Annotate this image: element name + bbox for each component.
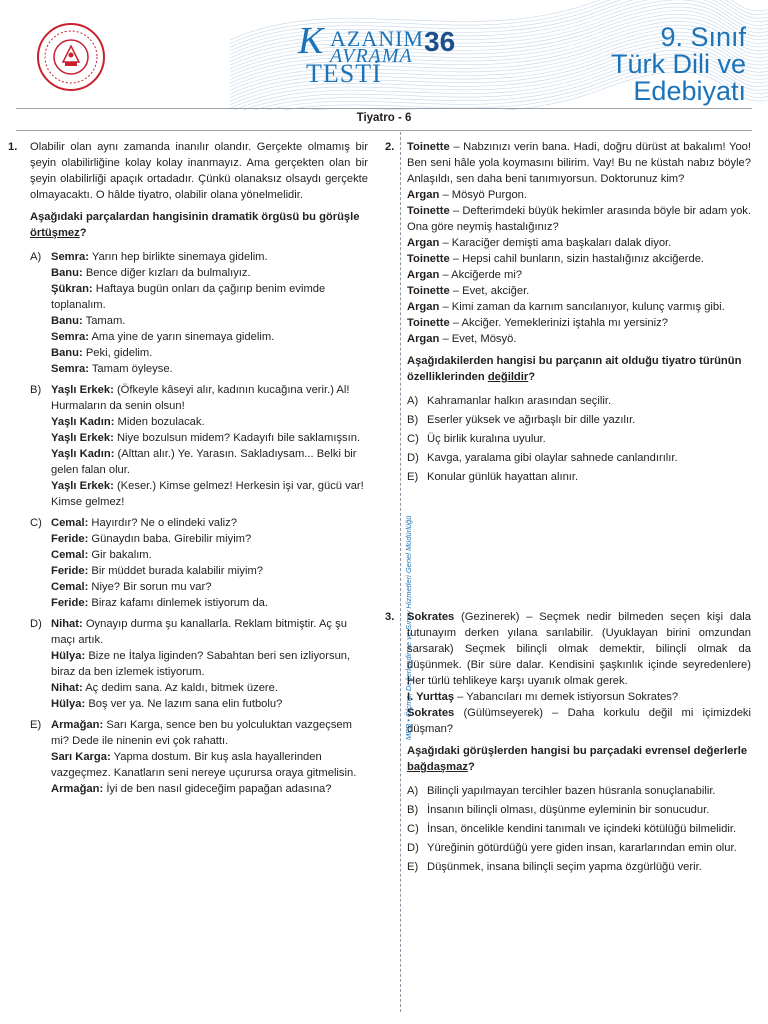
- option-letter: A): [407, 785, 419, 797]
- speech-text: Tamam.: [85, 315, 126, 327]
- dialogue-line: [51, 382, 368, 414]
- answer-option-d[interactable]: [407, 450, 751, 466]
- speaker-name: Cemal:: [51, 581, 89, 593]
- prompt-emphasis: bağdaşmaz: [407, 761, 468, 773]
- speech-text: Bence diğer kızları da bulmalıyız.: [85, 267, 251, 279]
- speaker-name: Cemal:: [51, 517, 89, 529]
- speech-text: Bize ne İtalya liginden? Sabahtan beri sen izliyorsun, biraz da ben izlemek istiyorum.: [51, 650, 351, 678]
- dialogue-line: [407, 689, 751, 705]
- dialogue-line: [51, 648, 368, 680]
- answer-options: [407, 783, 751, 875]
- ministry-seal-logo: [36, 22, 106, 92]
- prompt-text: Aşağıdaki görüşlerden hangisi bu parçadaki evrensel değerlerle: [407, 745, 748, 757]
- option-text: Kavga, yaralama gibi olaylar sahnede canlandırılır.: [427, 452, 678, 464]
- dialogue-line: [51, 414, 368, 430]
- speech-text: – Yabancıları mı demek istiyorsun Sokrates?: [457, 691, 679, 703]
- speech-text: Bir müddet burada kalabilir miyim?: [91, 565, 264, 577]
- dialogue-line: [51, 249, 368, 265]
- option-text: İnsan, öncelikle kendini tanımalı ve içindeki kötülüğü bilmelidir.: [427, 823, 737, 835]
- speaker-name: Armağan:: [51, 783, 104, 795]
- dialogue-line: [51, 430, 368, 446]
- speaker-name: Semra:: [51, 363, 89, 375]
- speech-text: (Gülümseyerek) – Daha korkulu değil mi içimizdeki düşman?: [407, 707, 751, 735]
- speaker-name: Argan: [407, 301, 440, 313]
- answer-option-c[interactable]: [30, 515, 368, 611]
- speech-text: – Evet, akciğer.: [452, 285, 530, 297]
- speech-text: (Keser.) Kimse gelmez! Herkesin işi var, gücü var! Kimse gelmez!: [51, 480, 364, 508]
- speaker-name: Yaşlı Erkek:: [51, 384, 114, 396]
- speech-text: – Hepsi cahil bunların, sizin hastalığınız akciğerde.: [452, 253, 705, 265]
- option-letter: D): [407, 452, 419, 464]
- speaker-name: Toinette: [407, 285, 450, 297]
- speaker-name: Banu:: [51, 315, 83, 327]
- speech-text: – Mösyö Purgon.: [442, 189, 528, 201]
- dialogue-line: [51, 515, 368, 531]
- answer-option-b[interactable]: [407, 412, 751, 428]
- question-number: 2.: [385, 141, 395, 153]
- speaker-name: Yaşlı Kadın:: [51, 416, 115, 428]
- option-letter: E): [407, 861, 419, 873]
- speaker-name: Semra:: [51, 331, 89, 343]
- option-text: Üç birlik kuralına uyulur.: [427, 433, 546, 445]
- answer-option-a[interactable]: [407, 783, 751, 799]
- option-text: Bilinçli yapılmayan tercihler bazen hüsranla sonuçlanabilir.: [427, 785, 716, 797]
- speaker-name: Argan: [407, 189, 440, 201]
- speaker-name: Nihat:: [51, 618, 83, 630]
- answer-options: [407, 393, 751, 485]
- speaker-name: Feride:: [51, 597, 89, 609]
- speaker-name: Argan: [407, 237, 440, 249]
- speech-text: Biraz kafamı dinlemek istiyorum da.: [91, 597, 268, 609]
- dialogue-line: [51, 696, 368, 712]
- speech-text: – Karaciğer demişti ama başkaları dalak diyor.: [442, 237, 672, 249]
- speaker-name: Argan: [407, 333, 440, 345]
- option-letter: C): [30, 517, 42, 529]
- option-letter: B): [407, 414, 419, 426]
- speaker-name: Nihat:: [51, 682, 83, 694]
- dialogue-line: [407, 203, 751, 235]
- prompt-end: ?: [79, 227, 87, 239]
- question-prompt: [407, 353, 751, 385]
- speech-text: Miden bozulacak.: [117, 416, 205, 428]
- logo-kazanim: AZANIM: [330, 26, 424, 51]
- speech-text: Niye? Bir sorun mu var?: [91, 581, 212, 593]
- answer-option-c[interactable]: [407, 821, 751, 837]
- prompt-emphasis: değildir: [487, 371, 529, 383]
- topic-rule: [16, 130, 752, 131]
- speaker-name: Semra:: [51, 251, 89, 263]
- option-letter: E): [407, 471, 419, 483]
- grade-subject: [611, 24, 746, 105]
- dialogue-line: [407, 331, 751, 347]
- speaker-name: Argan: [407, 269, 440, 281]
- dialogue-line: [407, 267, 751, 283]
- logo-letter-k: K: [298, 20, 325, 62]
- prompt-end: ?: [528, 371, 536, 383]
- speech-text: – Akciğer. Yemeklerinizi iştahla mı yersiniz?: [452, 317, 668, 329]
- dialogue-line: [51, 595, 368, 611]
- speech-text: – Kimi zaman da karnım sancılanıyor, kulunç varmış gibi.: [442, 301, 725, 313]
- logo-testi: TESTİ: [306, 59, 382, 88]
- speech-text: – Akciğerde mi?: [442, 269, 523, 281]
- speech-text: Haftaya bugün onları da çağırıp benim evimde toplanalım.: [51, 283, 326, 311]
- speaker-name: I. Yurttaş: [407, 691, 455, 703]
- answer-option-c[interactable]: [407, 431, 751, 447]
- speaker-name: Sokrates: [407, 707, 455, 719]
- test-series-logo: [296, 22, 476, 92]
- speech-text: – Defterimdeki büyük hekimler arasında böyle bir adam yok. Ona göre neymiş hastalığınız?: [407, 205, 751, 233]
- speaker-name: Armağan:: [51, 719, 104, 731]
- prompt-end: ?: [467, 761, 475, 773]
- speaker-name: Feride:: [51, 533, 89, 545]
- option-letter: A): [407, 395, 419, 407]
- dialogue-line: [407, 299, 751, 315]
- question-number: 3.: [385, 611, 395, 623]
- dialogue-line: [51, 265, 368, 281]
- speech-text: – Evet, Mösyö.: [442, 333, 517, 345]
- question-prompt: [30, 209, 368, 241]
- prompt-emphasis: örtüşmez: [30, 227, 80, 239]
- dialogue-line: [51, 446, 368, 478]
- dialogue-line: [51, 749, 368, 781]
- dialogue-line: [407, 283, 751, 299]
- speaker-name: Hülya:: [51, 650, 86, 662]
- answer-option-e[interactable]: [407, 859, 751, 875]
- question-2: [385, 139, 751, 488]
- speech-text: – Nabzınızı verin bana. Hadi, doğru dürüst at bakalım! Yoo! Ben seni hâle yola koymasını bilirim. Vay! Bu ne küstah nabız böyle? Anlaşıldı, sen daha beni tanımıyorsun. Doktorunuz kim?: [407, 141, 751, 185]
- speech-text: (Gezinerek) – Seçmek nedir bilmeden seçen kişi dala tutunayım derken yılana sarılabilir. (Uyuklayan birini omzundan sarsarak) Seçmek bilinçli olmak demektir, bilinçli olmak da düşünmek. (Bir süre dalar. Kendisini şaşkınlık içinde seyredenlere) Her türlü tehlikeye karşı uyanık olmak gerek.: [407, 611, 751, 687]
- prompt-text: Aşağıdakilerden hangisi bu parçanın ait olduğu tiyatro türünün özelliklerinden: [407, 355, 742, 383]
- answer-options: [30, 249, 368, 797]
- speech-text: Günaydın baba. Girebilir miyim?: [91, 533, 252, 545]
- dialogue-line: [407, 609, 751, 689]
- speaker-name: Şükran:: [51, 283, 93, 295]
- speech-text: Hayırdır? Ne o elindeki valiz?: [91, 517, 237, 529]
- speaker-name: Toinette: [407, 253, 450, 265]
- speech-text: Tamam öyleyse.: [91, 363, 173, 375]
- answer-option-e[interactable]: [30, 717, 368, 797]
- dialogue-line: [407, 235, 751, 251]
- dialogue-line: [51, 361, 368, 377]
- speaker-name: Feride:: [51, 565, 89, 577]
- answer-option-b[interactable]: [407, 802, 751, 818]
- logo-kavrama: AVRAMA: [330, 45, 413, 67]
- speaker-name: Banu:: [51, 267, 83, 279]
- dialogue-excerpt: [407, 139, 751, 347]
- option-text: Yüreğinin götürdüğü yere giden insan, kararlarından emin olur.: [427, 842, 737, 854]
- answer-option-d[interactable]: [407, 840, 751, 856]
- dialogue-excerpt: [407, 609, 751, 737]
- question-1: [8, 139, 368, 797]
- answer-option-e[interactable]: [407, 469, 751, 485]
- speech-text: Yarın hep birlikte sinemaya gidelim.: [91, 251, 268, 263]
- dialogue-line: [407, 705, 751, 737]
- answer-option-a[interactable]: [30, 249, 368, 377]
- prompt-text: Aşağıdaki parçalardan hangisinin dramatik örgüsü bu görüşle: [30, 211, 360, 223]
- answer-option-a[interactable]: [407, 393, 751, 409]
- option-text: Konular günlük hayattan alınır.: [427, 471, 579, 483]
- dialogue-line: [51, 345, 368, 361]
- speaker-name: Toinette: [407, 205, 450, 217]
- option-letter: C): [407, 823, 419, 835]
- dialogue-line: [51, 680, 368, 696]
- speaker-name: Yaşlı Erkek:: [51, 480, 114, 492]
- speech-text: Sarı Karga, sence ben bu yolculuktan vazgeçsem mi? Dede ile ninenin evi çok rahattı.: [51, 719, 352, 747]
- side-note-text: MEB • Ölçme, Değerlendirme ve Sınav Hizmetleri Genel Müdürlüğü: [404, 515, 413, 740]
- option-letter: D): [30, 618, 42, 630]
- dialogue-line: [407, 139, 751, 187]
- question-prompt: [407, 743, 751, 775]
- dialogue-line: [51, 531, 368, 547]
- speech-text: Boş ver ya. Ne lazım sana elin futbolu?: [88, 698, 283, 710]
- speech-text: Aç dedim sana. Az kaldı, bitmek üzere.: [85, 682, 278, 694]
- option-letter: D): [407, 842, 419, 854]
- option-letter: C): [407, 433, 419, 445]
- dialogue-line: [51, 281, 368, 313]
- speaker-name: Toinette: [407, 141, 450, 153]
- option-text: Eserler yüksek ve ağırbaşlı bir dille yazılır.: [427, 414, 636, 426]
- dialogue-line: [51, 781, 368, 797]
- dialogue-line: [51, 313, 368, 329]
- speech-text: Gir bakalım.: [91, 549, 152, 561]
- option-text: Düşünmek, insana bilinçli seçim yapma özgürlüğü verir.: [427, 861, 702, 873]
- dialogue-line: [51, 717, 368, 749]
- option-text: Kahramanlar halkın arasından seçilir.: [427, 395, 612, 407]
- option-letter: B): [30, 384, 42, 396]
- dialogue-line: [51, 579, 368, 595]
- speech-text: (Öfkeyle kâseyi alır, kadının kucağına verir.) Al! Hurmaların da senin olsun!: [51, 384, 350, 412]
- speech-text: İyi de ben nasıl gideceğim papağan adasına?: [106, 783, 332, 795]
- answer-option-d[interactable]: [30, 616, 368, 712]
- speaker-name: Cemal:: [51, 549, 89, 561]
- speech-text: Ama yine de yarın sinemaya gidelim.: [91, 331, 275, 343]
- dialogue-line: [407, 315, 751, 331]
- speaker-name: Yaşlı Kadın:: [51, 448, 115, 460]
- speaker-name: Banu:: [51, 347, 83, 359]
- speech-text: Peki, gidelim.: [85, 347, 153, 359]
- test-number: 36: [424, 26, 456, 57]
- dialogue-line: [407, 251, 751, 267]
- dialogue-line: [51, 547, 368, 563]
- speaker-name: Hülya:: [51, 698, 86, 710]
- dialogue-line: [51, 616, 368, 648]
- speech-text: Niye bozulsun midem? Kadayıfı bile saklamışsın.: [116, 432, 361, 444]
- question-stem: Olabilir olan aynı zamanda inanılır olandır. Gerçekte olmamış bir şeyin olabilirliğine kolay kolay inanmayız. Ama gerçekten olan bir şeyin olabilirliği apaçık ortadadır. Çünkü olanaksız olsaydı gerçekte olmayacaktı. O hâlde tiyatro, olabilir olana yönelmelidir.: [30, 141, 368, 201]
- option-letter: E): [30, 719, 42, 731]
- speaker-name: Sokrates: [407, 611, 455, 623]
- subject-line: Edebiyatı: [633, 76, 746, 106]
- speaker-name: Toinette: [407, 317, 450, 329]
- topic-title: Tiyatro - 6: [356, 112, 412, 124]
- speech-text: Oynayıp durma şu kanallarla. Reklam bitmiştir. Aç şu maçı artık.: [51, 618, 347, 646]
- dialogue-line: [51, 329, 368, 345]
- option-letter: B): [407, 804, 419, 816]
- dialogue-line: [51, 478, 368, 510]
- option-text: İnsanın bilinçli olması, düşünme eyleminin bir sonucudur.: [427, 804, 710, 816]
- question-number: 1.: [8, 141, 18, 153]
- dialogue-line: [51, 563, 368, 579]
- subject-line: Türk Dili ve: [610, 49, 746, 79]
- speaker-name: Yaşlı Erkek:: [51, 432, 114, 444]
- grade-line: 9. Sınıf: [660, 22, 746, 52]
- speech-text: (Alttan alır.) Ye. Yarasın. Sakladıysam... Belki bir gelen falan olur.: [51, 448, 357, 476]
- speech-text: Yapma dostum. Bir kuş asla hayallerinden vazgeçmez. Kanatların seni nereye uçurursa oraya gitmelisin.: [51, 751, 357, 779]
- dialogue-line: [407, 187, 751, 203]
- header-rule: [16, 108, 752, 109]
- option-letter: A): [30, 251, 42, 263]
- answer-option-b[interactable]: [30, 382, 368, 510]
- speaker-name: Sarı Karga:: [51, 751, 111, 763]
